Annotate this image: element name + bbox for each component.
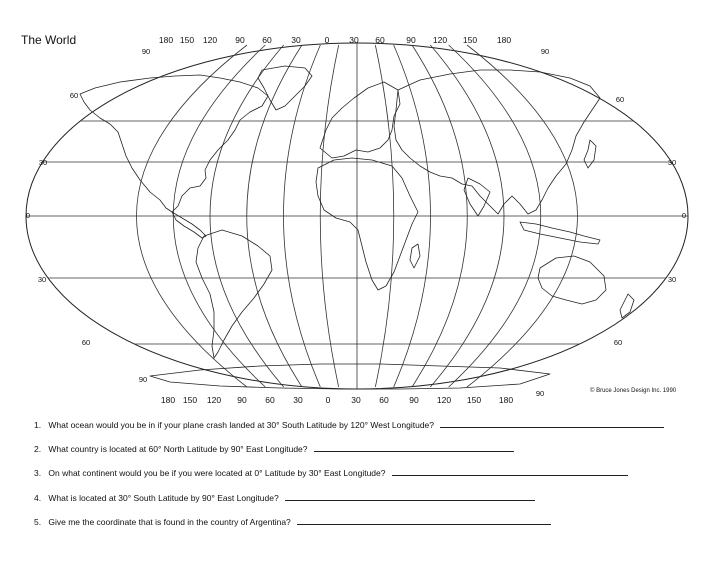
latitude-label: 0	[681, 211, 687, 220]
answer-blank[interactable]	[314, 443, 514, 452]
antarctica	[150, 364, 550, 389]
latitude-label: 0	[25, 211, 31, 220]
asia	[394, 70, 600, 214]
australia	[538, 256, 606, 304]
latitude-label: 60	[81, 338, 91, 347]
top-longitude-label: 180	[496, 35, 512, 45]
north-america	[80, 75, 268, 212]
question-3	[34, 467, 628, 478]
latitude-label: 60	[615, 95, 625, 104]
bottom-longitude-label: 0	[325, 395, 331, 405]
top-longitude-label: 150	[462, 35, 478, 45]
indonesia	[520, 222, 600, 244]
question-text: What country is located at 60° North Latitude by 90° East Longitude?	[48, 444, 308, 454]
top-longitude-label: 120	[202, 35, 218, 45]
bottom-longitude-label: 90	[409, 395, 419, 405]
bottom-longitude-label: 120	[206, 395, 222, 405]
question-text: What is located at 30° South Latitude by 90° East Longitude?	[48, 493, 279, 503]
graticule	[26, 43, 688, 389]
answer-blank[interactable]	[297, 516, 551, 525]
bottom-longitude-label: 180	[160, 395, 176, 405]
question-text: Give me the coordinate that is found in the country of Argentina?	[48, 517, 291, 527]
question-2	[34, 443, 514, 454]
latitude-label: 60	[69, 91, 79, 100]
pole-label: 90	[535, 389, 545, 398]
new-zealand	[620, 294, 634, 318]
latitude-label: 30	[37, 275, 47, 284]
question-number: 4.	[34, 493, 42, 503]
top-longitude-label: 30	[349, 35, 359, 45]
question-number: 5.	[34, 517, 42, 527]
question-1	[34, 419, 664, 430]
bottom-longitude-label: 30	[351, 395, 361, 405]
top-longitude-label: 60	[375, 35, 385, 45]
top-longitude-label: 150	[179, 35, 195, 45]
top-longitude-label: 90	[406, 35, 416, 45]
question-number: 1.	[34, 420, 42, 430]
bottom-longitude-label: 60	[265, 395, 275, 405]
question-text: On what continent would you be if you were located at 0° Latitude by 30° East Longitude?	[48, 468, 386, 478]
pole-label: 90	[141, 47, 151, 56]
pole-label: 90	[138, 375, 148, 384]
japan	[584, 140, 596, 168]
answer-blank[interactable]	[285, 492, 535, 501]
question-number: 2.	[34, 444, 42, 454]
madagascar	[410, 244, 420, 268]
bottom-longitude-label: 120	[436, 395, 452, 405]
latitude-label: 30	[667, 158, 677, 167]
bottom-longitude-label: 150	[182, 395, 198, 405]
map-labels	[26, 35, 686, 405]
latitude-label: 30	[38, 158, 48, 167]
latitude-label: 60	[613, 338, 623, 347]
pole-label: 90	[540, 47, 550, 56]
top-longitude-label: 60	[262, 35, 272, 45]
top-longitude-label: 0	[324, 35, 330, 45]
question-5	[34, 516, 551, 527]
question-text: What ocean would you be in if your plane crash landed at 30° South Latitude by 120° West Longitude?	[48, 420, 434, 430]
copyright-credit: © Bruce Jones Design Inc. 1990	[590, 388, 677, 394]
africa	[316, 158, 418, 290]
question-4	[34, 492, 535, 503]
top-longitude-label: 180	[158, 35, 174, 45]
latitude-label: 30	[667, 275, 677, 284]
top-longitude-label: 30	[291, 35, 301, 45]
bottom-longitude-label: 180	[498, 395, 514, 405]
top-longitude-label: 90	[235, 35, 245, 45]
top-longitude-label: 120	[432, 35, 448, 45]
page-title: The World	[21, 33, 77, 47]
bottom-longitude-label: 150	[466, 395, 482, 405]
bottom-longitude-label: 30	[293, 395, 303, 405]
answer-blank[interactable]	[392, 467, 628, 476]
india	[464, 178, 490, 216]
question-number: 3.	[34, 468, 42, 478]
bottom-longitude-label: 90	[237, 395, 247, 405]
answer-blank[interactable]	[440, 419, 664, 428]
south-america	[196, 230, 272, 358]
bottom-longitude-label: 60	[379, 395, 389, 405]
